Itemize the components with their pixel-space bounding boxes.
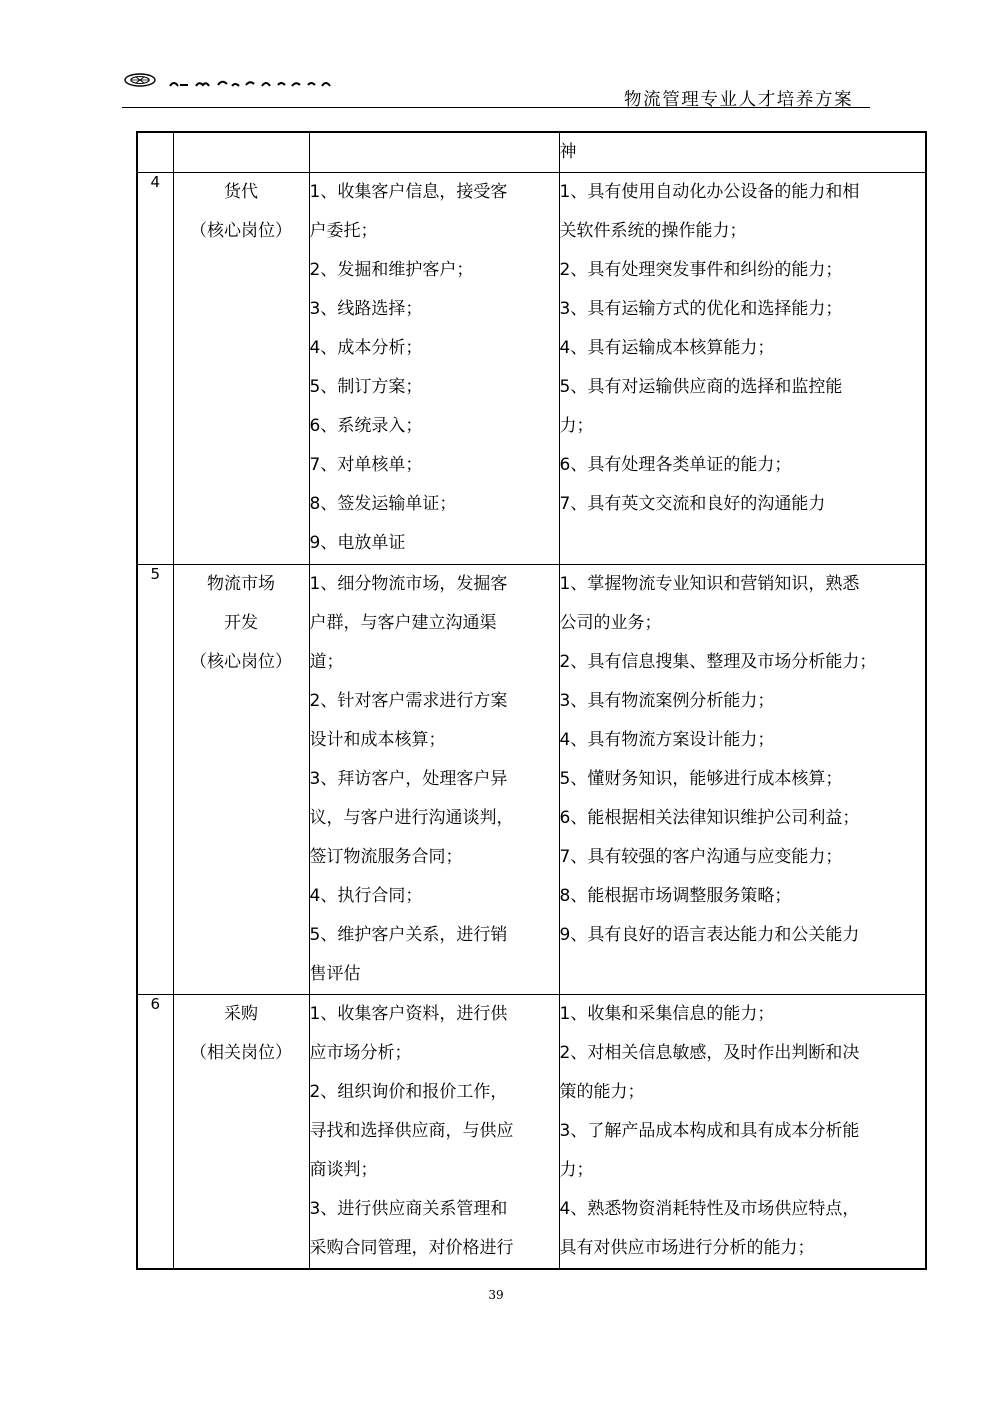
ability-line: 公司的业务； <box>559 613 662 633</box>
task-line: 道； <box>309 652 344 672</box>
task-line: 应市场分析； <box>309 1043 412 1063</box>
row-number-cell: 6 <box>137 995 173 1270</box>
ability-line: 3、具有物流案例分析能力； <box>559 691 775 711</box>
task-line: 3、进行供应商关系管理和 <box>309 1199 508 1219</box>
position-cell <box>173 995 309 1270</box>
ability-line: 神 <box>559 142 577 162</box>
task-line: 3、线路选择； <box>309 299 423 319</box>
ability-line: 策的能力； <box>559 1082 645 1102</box>
ability-line: 力； <box>559 416 594 436</box>
task-line: 8、签发运输单证； <box>309 494 457 514</box>
task-line: 设计和成本核算； <box>309 730 446 750</box>
position-name-line: （核心岗位） <box>190 221 292 241</box>
task-line: 议，与客户进行沟通谈判， <box>309 808 514 828</box>
task-line: 商谈判； <box>309 1160 378 1180</box>
task-line: 寻找和选择供应商，与供应 <box>309 1121 514 1141</box>
ability-line: 2、具有信息搜集、整理及市场分析能力； <box>559 652 877 672</box>
ability-line: 5、懂财务知识，能够进行成本核算； <box>559 769 843 789</box>
task-line: 户委托； <box>309 221 378 241</box>
position-name-line: 货代 <box>224 182 258 202</box>
position-name-line: （相关岗位） <box>190 1043 292 1063</box>
task-line: 2、针对客户需求进行方案 <box>309 691 508 711</box>
task-line: 5、维护客户关系，进行销 <box>309 925 508 945</box>
ability-line: 2、具有处理突发事件和纠纷的能力； <box>559 260 843 280</box>
ability-line: 6、具有处理各类单证的能力； <box>559 455 792 475</box>
tasks-cell <box>309 132 559 173</box>
ability-line: 2、对相关信息敏感，及时作出判断和决 <box>559 1043 860 1063</box>
header-divider <box>122 107 870 108</box>
position-cell <box>173 132 309 173</box>
ability-line: 1、具有使用自动化办公设备的能力和相 <box>559 182 860 202</box>
task-line: 4、执行合同； <box>309 886 423 906</box>
ability-line: 1、掌握物流专业知识和营销知识，熟悉 <box>559 574 860 594</box>
tasks-cell <box>309 995 559 1270</box>
ability-line: 6、能根据相关法律知识维护公司利益； <box>559 808 860 828</box>
ability-line: 8、能根据市场调整服务策略； <box>559 886 792 906</box>
ability-line: 3、具有运输方式的优化和选择能力； <box>559 299 843 319</box>
tasks-cell <box>309 565 559 995</box>
task-line: 2、发掘和维护客户； <box>309 260 474 280</box>
position-name-line: 采购 <box>224 1004 258 1024</box>
ability-line: 具有对供应市场进行分析的能力； <box>559 1238 815 1258</box>
row-number-cell: 4 <box>137 173 173 565</box>
school-logo <box>122 72 342 92</box>
abilities-cell <box>559 565 926 995</box>
ability-line: 7、具有较强的客户沟通与应变能力； <box>559 847 843 867</box>
ability-line: 4、具有物流方案设计能力； <box>559 730 775 750</box>
task-line: 售评估 <box>309 964 361 984</box>
page-number: 39 <box>488 1288 504 1302</box>
ability-line: 3、了解产品成本构成和具有成本分析能 <box>559 1121 860 1141</box>
task-line: 1、细分物流市场，发掘客 <box>309 574 508 594</box>
position-cell <box>173 173 309 565</box>
table-row <box>137 132 926 173</box>
task-line: 采购合同管理，对价格进行 <box>309 1238 514 1258</box>
ability-line: 7、具有英文交流和良好的沟通能力 <box>559 494 826 514</box>
document-header-title: 物流管理专业人才培养方案 <box>624 90 854 110</box>
task-line: 2、组织询价和报价工作， <box>309 1082 508 1102</box>
ability-line: 力； <box>559 1160 594 1180</box>
task-line: 3、拜访客户，处理客户异 <box>309 769 508 789</box>
task-line: 7、对单核单； <box>309 455 423 475</box>
task-line: 1、收集客户资料，进行供 <box>309 1004 508 1024</box>
table-row <box>137 565 926 995</box>
ability-line: 4、熟悉物资消耗特性及市场供应特点， <box>559 1199 860 1219</box>
task-line: 1、收集客户信息，接受客 <box>309 182 508 202</box>
ability-line: 1、收集和采集信息的能力； <box>559 1004 775 1024</box>
position-name-line: 开发 <box>224 613 258 633</box>
ability-line: 关软件系统的操作能力； <box>559 221 747 241</box>
ability-line: 9、具有良好的语言表达能力和公关能力 <box>559 925 860 945</box>
row-number-cell: 5 <box>137 565 173 995</box>
table-row <box>137 995 926 1270</box>
task-line: 户群，与客户建立沟通渠 <box>309 613 497 633</box>
job-ability-table <box>136 131 927 1270</box>
ability-line: 4、具有运输成本核算能力； <box>559 338 775 358</box>
task-line: 6、系统录入； <box>309 416 423 436</box>
tasks-cell <box>309 173 559 565</box>
position-name-line: 物流市场 <box>207 574 275 594</box>
task-line: 4、成本分析； <box>309 338 423 358</box>
abilities-cell <box>559 173 926 565</box>
abilities-cell <box>559 995 926 1270</box>
abilities-cell <box>559 132 926 173</box>
task-line: 签订物流服务合同； <box>309 847 463 867</box>
task-line: 5、制订方案； <box>309 377 423 397</box>
position-name-line: （核心岗位） <box>190 652 292 672</box>
ability-line: 5、具有对运输供应商的选择和监控能 <box>559 377 843 397</box>
table-row <box>137 173 926 565</box>
task-line: 9、电放单证 <box>309 533 406 553</box>
row-number-cell <box>137 132 173 173</box>
position-cell <box>173 565 309 995</box>
